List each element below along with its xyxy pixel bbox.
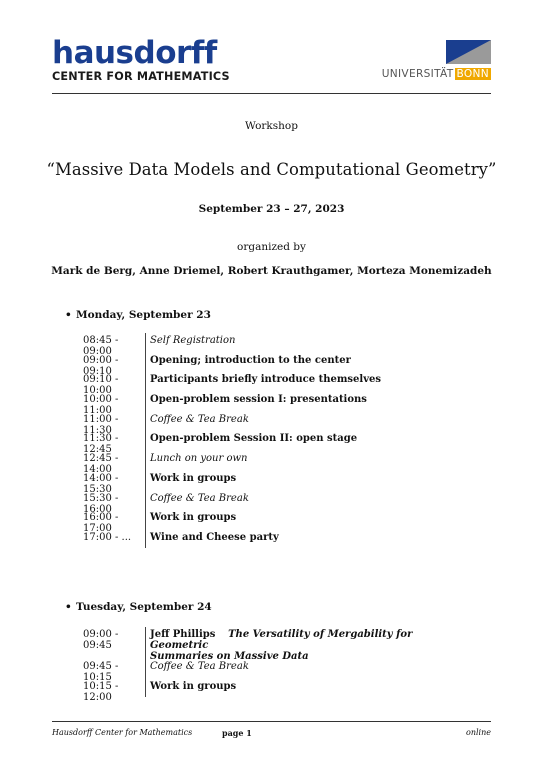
header-rule xyxy=(52,93,491,94)
session-talk xyxy=(145,629,470,661)
session-title: Opening; introduction to the center xyxy=(150,354,351,366)
day-monday xyxy=(65,309,495,548)
session-time: 08:45 - 09:00 xyxy=(83,335,119,357)
speaker-name: Jeff Phillips xyxy=(150,629,216,640)
day-heading xyxy=(65,309,495,327)
session-time: 11:30 - 12:45 xyxy=(83,433,119,456)
universitat-text: UNIVERSITÄT xyxy=(381,68,454,80)
schedule-monday xyxy=(83,333,495,548)
session-title: Work in groups xyxy=(150,472,237,484)
session-title: Open-problem Session II: open stage xyxy=(150,433,358,445)
footer-page-number: page 1 xyxy=(222,728,252,738)
day-heading-text: Monday, September 23 xyxy=(76,309,211,321)
session-time: 16:00 - 17:00 xyxy=(83,512,119,535)
bullet: • xyxy=(65,601,72,613)
workshop-label: Workshop xyxy=(245,120,298,132)
day-heading-text: Tuesday, September 24 xyxy=(76,601,212,613)
hausdorff-logo xyxy=(52,35,230,83)
session-time: 14:00 - 15:30 xyxy=(83,472,119,495)
session-title: Work in groups xyxy=(150,512,237,524)
footer-institution: Hausdorff Center for Mathematics xyxy=(52,728,193,737)
talk-title-line2: Summaries on Massive Data xyxy=(150,651,309,662)
uni-bonn-logo xyxy=(378,40,491,82)
session-time: 09:00 - 09:45 xyxy=(83,629,119,651)
session-time: 10:00 - 11:00 xyxy=(83,394,119,417)
session-title: Work in groups xyxy=(150,680,237,692)
talk-title-line1: The Versatility of Mergability for Geometric xyxy=(150,629,413,651)
session-title: Open-problem session I: presentations xyxy=(150,394,367,406)
session-time: 15:30 - 16:00 xyxy=(83,492,119,515)
bullet: • xyxy=(65,309,72,321)
organizers: Mark de Berg, Anne Driemel, Robert Krauthgamer, Morteza Monemizadeh xyxy=(51,265,492,277)
schedule-tuesday xyxy=(83,627,495,703)
session-title: Coffee & Tea Break xyxy=(150,413,249,425)
session-title: Self Registration xyxy=(150,335,236,346)
session-title: Participants briefly introduce themselves xyxy=(150,374,382,386)
hausdorff-subtitle: CENTER FOR MATHEMATICS xyxy=(52,70,230,83)
workshop-title: “Massive Data Models and Computational Geometry” xyxy=(46,160,497,179)
session-time: 10:15 - 12:00 xyxy=(83,680,119,703)
session-time: 17:00 - ... xyxy=(83,531,132,543)
workshop-dates: September 23 – 27, 2023 xyxy=(198,203,345,215)
hausdorff-wordmark: hausdorff xyxy=(52,35,217,71)
session-title: Coffee & Tea Break xyxy=(150,661,249,672)
schedule-divider xyxy=(145,333,146,548)
footer-rule xyxy=(52,721,491,722)
bonn-text: BONN xyxy=(456,68,489,80)
session-time: 12:45 - 14:00 xyxy=(83,453,119,476)
session-time: 09:00 - 09:10 xyxy=(83,354,119,377)
session-time: 09:10 - 10:00 xyxy=(83,374,119,397)
schedule-divider xyxy=(145,627,146,697)
day-tuesday xyxy=(65,601,495,703)
day-heading xyxy=(65,601,495,619)
organized-by-label: organized by xyxy=(237,241,306,253)
session-title: Wine and Cheese party xyxy=(150,531,279,543)
footer-mode: online xyxy=(466,728,491,737)
uni-bonn-emblem-icon xyxy=(446,40,491,64)
session-time: 09:45 - 10:15 xyxy=(83,661,119,683)
session-title: Lunch on your own xyxy=(150,453,248,465)
session-time: 11:00 - 11:30 xyxy=(83,413,119,436)
uni-bonn-wordmark xyxy=(382,68,491,80)
session-title: Coffee & Tea Break xyxy=(150,492,249,504)
